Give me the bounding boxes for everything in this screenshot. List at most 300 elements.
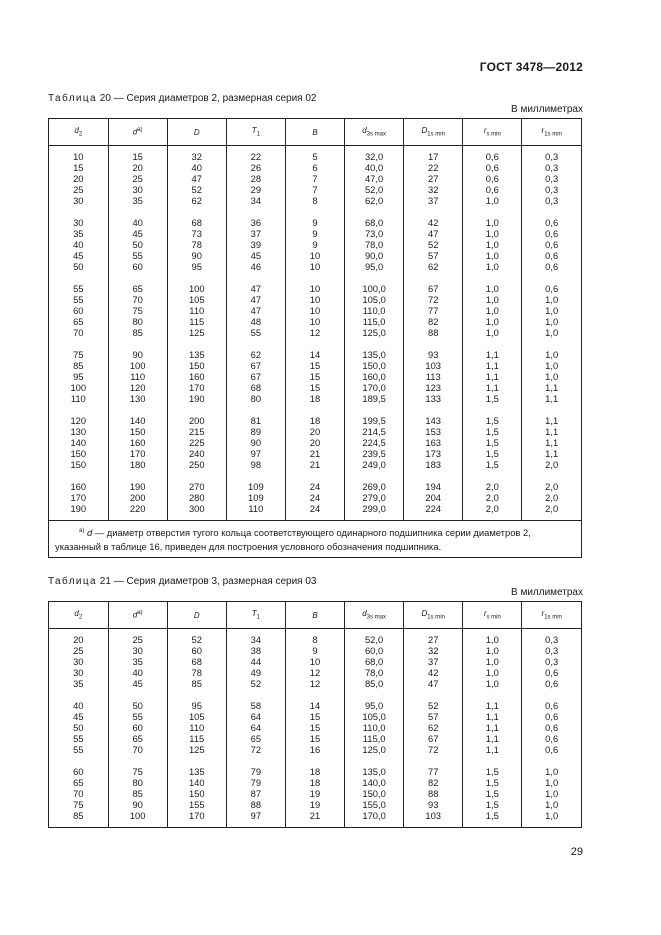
spacer-cell [167,755,226,766]
column-symbol: B [312,127,318,137]
table-cell: 10 [285,305,344,316]
table-cell: 16 [285,744,344,755]
table-row [49,261,581,272]
table-cell: 2,0 [463,481,522,492]
table-cell: 20 [108,162,167,173]
table-cell: 17 [404,146,463,163]
table-cell: 7 [285,173,344,184]
table-cell: 52,0 [345,184,404,195]
spacer-cell [226,338,285,349]
table-cell: 115 [167,316,226,327]
table-cell: 140 [49,437,108,448]
table-cell: 10 [285,294,344,305]
table-cell: 52 [404,239,463,250]
spacer-cell [345,470,404,481]
spacer-cell [404,470,463,481]
table-cell: 40 [49,239,108,250]
table-cell: 52 [167,629,226,646]
table-cell: 20 [49,629,108,646]
table-cell: 30 [49,667,108,678]
table-cell: 190 [49,503,108,521]
table-cell: 135 [167,766,226,777]
column-symbol: d [362,126,367,136]
group-spacer [49,206,581,217]
table-cell: 2,0 [545,459,559,470]
spacer-cell [108,206,167,217]
table-cell: 57 [404,250,463,261]
table-cell: 78 [167,239,226,250]
table-cell: 130 [108,393,167,404]
table-cell: 1,0 [545,305,559,316]
table-row [49,667,581,678]
table-row [49,382,581,393]
table-cell: 0,3 [545,173,559,184]
table-cell: 1,0 [463,283,522,294]
table-cell: 1,0 [545,371,559,382]
table-cell: 47 [167,173,226,184]
table-cell: 89 [226,426,285,437]
table-cell: 26 [226,162,285,173]
table-cell: 0,6 [545,722,559,733]
column-header [167,119,226,146]
spacer-cell [404,404,463,415]
table-cell: 110 [226,503,285,521]
table-row [49,146,581,163]
table-cell: 125,0 [345,327,404,338]
column-subscript: 2 [78,131,83,138]
table-cell: 88 [226,799,285,810]
spacer-cell [226,470,285,481]
table-cell: 62 [167,195,226,206]
spacer-cell [108,338,167,349]
table-cell: 133 [404,393,463,404]
spacer-cell [167,470,226,481]
table-cell: 73,0 [345,228,404,239]
table-cell: 95 [167,700,226,711]
spacer-cell [285,272,344,283]
table-cell: 110 [167,722,226,733]
column-symbol: r [541,609,545,619]
caption-prefix: Таблица [48,576,98,587]
table-cell: 105,0 [345,711,404,722]
table-cell: 170,0 [345,810,404,827]
column-subscript: 2 [78,614,83,621]
table-cell: 279,0 [345,492,404,503]
table-cell: 30 [108,645,167,656]
table-cell: 75 [108,305,167,316]
table-cell: 60 [167,645,226,656]
table-cell: 72 [404,294,463,305]
page-number: 29 [570,846,583,858]
table-cell: 37 [404,656,463,667]
table-cell: 204 [404,492,463,503]
spacer-cell [522,272,581,283]
table-cell: 30 [49,217,108,228]
table-cell: 140,0 [345,777,404,788]
table-cell: 0,6 [545,733,559,744]
spacer-cell [463,755,522,766]
table-cell: 48 [226,316,285,327]
table-cell: 24 [285,481,344,492]
spacer-cell [463,470,522,481]
table-cell: 249,0 [345,459,404,470]
table-cell: 1,5 [463,393,522,404]
table-row [49,722,581,733]
table-row [49,217,581,228]
spacer-cell [463,689,522,700]
table-cell: 64 [226,722,285,733]
table-cell: 97 [226,448,285,459]
table-cell: 1,0 [545,360,559,371]
table-cell: 85 [49,360,108,371]
table-cell: 14 [285,349,344,360]
table-cell: 9 [285,239,344,250]
spacer-cell [285,470,344,481]
table-cell: 35 [108,656,167,667]
table-cell: 68 [226,382,285,393]
table-row [49,810,581,827]
table-cell: 1,0 [545,777,559,788]
table-cell: 47,0 [345,173,404,184]
table-cell: 1,1 [463,360,522,371]
table-cell: 270 [167,481,226,492]
table-cell: 12 [285,327,344,338]
table-21-caption [48,576,317,587]
table-cell: 95,0 [345,261,404,272]
table-cell: 29 [226,184,285,195]
table-cell: 22 [404,162,463,173]
column-header [404,119,463,146]
table-cell: 170 [49,492,108,503]
table-cell: 62 [226,349,285,360]
spacer-cell [463,272,522,283]
table-cell: 1,1 [545,415,559,426]
column-header [285,119,344,146]
table-cell: 170 [167,810,226,827]
table-cell: 22 [226,146,285,163]
table-cell: 85,0 [345,678,404,689]
table-cell: 2,0 [463,503,522,521]
table-cell: 2,0 [545,492,559,503]
table-cell: 1,0 [463,195,522,206]
table-cell: 70 [108,294,167,305]
table-cell: 1,0 [545,316,559,327]
table-cell: 1,5 [463,788,522,799]
table-row [49,744,581,755]
table-cell: 1,0 [463,305,522,316]
table-cell: 1,1 [545,393,559,404]
table-cell: 42 [404,667,463,678]
table-cell: 27 [404,629,463,646]
table-cell: 95 [49,371,108,382]
table-cell: 68,0 [345,217,404,228]
table-cell: 80 [108,316,167,327]
table-cell: 1,0 [545,788,559,799]
table-cell: 75 [49,799,108,810]
table-cell: 67 [226,360,285,371]
table-cell: 15 [49,162,108,173]
spacer-cell [226,689,285,700]
spacer-cell [226,404,285,415]
table-cell: 150 [49,448,108,459]
table-cell: 47 [404,678,463,689]
table-cell: 1,0 [463,239,522,250]
spacer-cell [167,206,226,217]
table-20-units: В миллиметрах [511,104,583,115]
table-cell: 2,0 [545,481,559,492]
caption-prefix: Таблица [48,93,98,104]
column-subscript: 1s min [427,131,445,138]
table-cell: 30 [49,195,108,206]
column-subscript: 1s min [544,614,562,621]
table-cell: 42 [404,217,463,228]
table-cell: 25 [108,629,167,646]
spacer-cell [404,338,463,349]
table-cell: 25 [49,645,108,656]
table-cell: 1,1 [463,700,522,711]
table-cell: 10 [285,261,344,272]
table-cell: 68 [167,656,226,667]
table-cell: 1,1 [463,722,522,733]
table-cell: 46 [226,261,285,272]
column-symbol: T [251,609,257,619]
table-cell: 80 [108,777,167,788]
table-cell: 1,0 [545,766,559,777]
table-cell: 52 [167,184,226,195]
table-cell: 90,0 [345,250,404,261]
table-cell: 95,0 [345,700,404,711]
table-cell: 0,3 [545,634,559,645]
table-cell: 52 [226,678,285,689]
spacer-cell [49,338,108,349]
table-cell: 0,6 [545,744,559,755]
table-cell: 40,0 [345,162,404,173]
table-cell: 150 [108,426,167,437]
spacer-cell [404,206,463,217]
table-cell: 90 [108,349,167,360]
table-cell: 0,6 [545,667,559,678]
table-row [49,327,581,338]
table-cell: 100 [167,283,226,294]
table-cell: 0,6 [545,678,559,689]
table-cell: 65 [108,283,167,294]
spacer-cell [49,404,108,415]
table-cell: 90 [167,250,226,261]
table-cell: 150,0 [345,360,404,371]
table-cell: 125,0 [345,744,404,755]
table-cell: 38 [226,645,285,656]
table-cell: 50 [49,261,108,272]
table-row [49,700,581,711]
table-row [49,162,581,173]
table-cell: 9 [285,228,344,239]
table-cell: 79 [226,766,285,777]
table-cell: 90 [226,437,285,448]
table-cell: 93 [404,799,463,810]
table-cell: 15 [285,382,344,393]
table-cell: 28 [226,173,285,184]
table-cell: 45 [108,678,167,689]
table-cell: 62,0 [345,195,404,206]
table-cell: 105 [167,294,226,305]
table-cell: 35 [49,678,108,689]
table-cell: 19 [285,799,344,810]
table-cell: 64 [226,711,285,722]
column-header [49,602,108,629]
table-cell: 123 [404,382,463,393]
table-cell: 12 [285,678,344,689]
spacer-cell [108,470,167,481]
table-cell: 1,1 [545,426,559,437]
table-row [49,503,581,521]
table-cell: 19 [285,788,344,799]
spacer-cell [345,689,404,700]
table-cell: 1,1 [463,382,522,393]
table-cell: 15 [285,722,344,733]
column-symbol: r [541,126,545,136]
table-cell: 18 [285,393,344,404]
spacer-cell [463,206,522,217]
table-cell: 269,0 [345,481,404,492]
table-cell: 0,6 [545,261,559,272]
table-row [49,283,581,294]
table-cell: 0,3 [545,184,559,195]
spacer-cell [522,689,581,700]
table-cell: 77 [404,766,463,777]
table-cell: 300 [167,503,226,521]
table-cell: 40 [108,667,167,678]
spacer-cell [226,206,285,217]
column-header [522,119,581,146]
table-cell: 120 [108,382,167,393]
column-header [226,602,285,629]
column-subscript: 3s max [366,131,386,138]
table-cell: 140 [167,777,226,788]
column-header [463,119,522,146]
table-cell: 1,1 [463,711,522,722]
table-cell: 18 [285,415,344,426]
table-cell: 0,3 [545,162,559,173]
table-cell: 67 [404,733,463,744]
footnote-row [49,521,581,558]
group-spacer [49,755,581,766]
table-cell: 35 [108,195,167,206]
table-cell: 75 [108,766,167,777]
table-cell: 125 [167,744,226,755]
standard-header: ГОСТ 3478—2012 [479,60,583,74]
table-cell: 189,5 [345,393,404,404]
table-cell: 150 [167,360,226,371]
table-cell: 155 [167,799,226,810]
table-cell: 8 [285,195,344,206]
spacer-cell [522,755,581,766]
table-cell: 65 [226,733,285,744]
header-row [49,602,581,629]
table-cell: 9 [285,645,344,656]
group-spacer [49,689,581,700]
table-cell: 190 [167,393,226,404]
table-cell: 34 [226,629,285,646]
spacer-cell [522,338,581,349]
table-cell: 153 [404,426,463,437]
column-symbol: D [193,610,200,620]
table-cell: 45 [108,228,167,239]
table-cell: 40 [167,162,226,173]
table-cell: 120 [49,415,108,426]
table-cell: 39 [226,239,285,250]
table-cell: 130 [49,426,108,437]
column-symbol: T [251,126,257,136]
table-cell: 90 [108,799,167,810]
table-cell: 105 [167,711,226,722]
table-cell: 0,6 [545,250,559,261]
table-cell: 1,0 [545,799,559,810]
table-21 [48,601,582,828]
table-cell: 24 [285,503,344,521]
table-cell: 1,5 [463,448,522,459]
table-cell: 180 [108,459,167,470]
table-cell: 160 [49,481,108,492]
column-symbol: B [312,610,318,620]
table-row [49,415,581,426]
table-cell: 15 [285,371,344,382]
table-cell: 110,0 [345,305,404,316]
table-cell: 32 [404,645,463,656]
table-row [49,195,581,206]
table-cell: 1,0 [463,645,522,656]
table-cell: 77 [404,305,463,316]
table-cell: 32 [404,184,463,195]
table-row [49,294,581,305]
spacer-cell [522,206,581,217]
table-cell: 32,0 [345,146,404,163]
table-cell: 135,0 [345,766,404,777]
table-cell: 1,1 [463,349,522,360]
table-cell: 1,0 [463,629,522,646]
table-cell: 50 [49,722,108,733]
table-row [49,360,581,371]
table-cell: 0,6 [545,711,559,722]
spacer-cell [285,755,344,766]
table-cell: 62 [404,722,463,733]
table-cell: 1,5 [463,459,522,470]
table-cell: 110 [108,371,167,382]
table-cell: 1,0 [545,327,559,338]
table-cell: 170 [167,382,226,393]
table-row [49,349,581,360]
table-cell: 72 [226,744,285,755]
table-cell: 109 [226,481,285,492]
table-cell: 45 [49,250,108,261]
table-cell: 67 [404,283,463,294]
table-cell: 93 [404,349,463,360]
table-row [49,733,581,744]
spacer-cell [285,404,344,415]
table-cell: 12 [285,667,344,678]
footnote-symbol: d [86,527,93,539]
table-cell: 60 [108,722,167,733]
spacer-cell [522,470,581,481]
caption-text: 20 — Серия диаметров 2, размерная серия 02 [99,93,317,104]
table-cell: 35 [49,228,108,239]
spacer-cell [49,206,108,217]
table-20 [48,118,582,558]
table-cell: 183 [404,459,463,470]
table-cell: 10 [49,146,108,163]
table-cell: 27 [404,173,463,184]
table-cell: 37 [226,228,285,239]
table-cell: 78,0 [345,239,404,250]
